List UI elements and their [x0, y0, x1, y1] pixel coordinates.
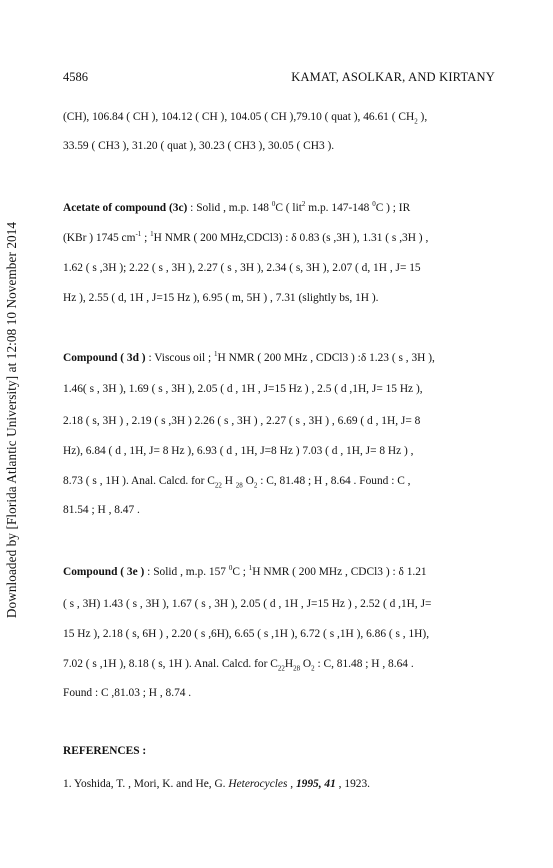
reference-1-year-volume: 1995, 41	[295, 778, 336, 790]
reference-1-journal: Heterocycles	[228, 778, 288, 790]
compound-3d-line-3: 2.18 ( s, 3H ) , 2.19 ( s ,3H ) 2.26 ( s , 3H ) , 2.27 ( s , 3H ) , 6.69 ( d , 1H, J= 8	[63, 415, 421, 427]
page-number: 4586	[63, 70, 88, 84]
compound-3e-title: Compound ( 3e )	[63, 566, 145, 578]
compound-3e-line-3: 15 Hz ), 2.18 ( s, 6H ) , 2.20 ( s ,6H), 6.65 ( s ,1H ), 6.72 ( s ,1H ), 6.86 ( s , 1H),	[63, 628, 430, 640]
references-heading: REFERENCES :	[63, 745, 147, 757]
acetate-line-2: (KBr ) 1745 $cm^{-1}$ ; $^1$H NMR ( 200 MHz,CDCl3) : δ 0.83 (s ,3H ), 1.31 ( s ,3H ) ,	[63, 230, 429, 244]
compound-3e-line-2: ( s , 3H) 1.43 ( s , 3H ), 1.67 ( s , 3H ), 2.05 ( d , 1H , J=15 Hz ) , 2.52 ( d ,1H, J=	[63, 598, 432, 610]
acetate-line-3: 1.62 ( s ,3H ); 2.22 ( s , 3H ), 2.27 ( s , 3H ), 2.34 ( s, 3H ), 2.07 ( d, 1H , J= 15	[63, 262, 421, 274]
compound-3d-line-6: 81.54 ; H , 8.47 .	[63, 504, 140, 516]
compound-3d-line-5: 8.73 ( s , 1H ). Anal. Calcd. for $C_{22}$ H $_{28}$ $O_2$ : C, 81.48 ; H , 8.64 . Found : C ,	[63, 475, 411, 490]
acetate-line-1: Acetate of compound (3c) : Solid , m.p. 148 $^0$C ( lit$^2$ m.p. 147-148 $^0$C ) ; IR	[63, 200, 411, 214]
running-title: KAMAT, ASOLKAR, AND KIRTANY	[291, 70, 495, 84]
compound-3e-line-5: Found : C ,81.03 ; H , 8.74 .	[63, 687, 192, 699]
intro-line-2: 33.59 ( CH3 ), 31.20 ( quat ), 30.23 ( CH3 ), 30.05 ( CH3 ).	[63, 140, 335, 152]
acetate-line-4: Hz ), 2.55 ( d, 1H , J=15 Hz ), 6.95 ( m, 5H ) , 7.31 (slightly bs, 1H ).	[63, 292, 379, 304]
reference-1: 1. Yoshida, T. , Mori, K. and He, G. Heterocycles , 1995, 41 , 1923.	[63, 778, 370, 790]
compound-3d-line-2: 1.46( s , 3H ), 1.69 ( s , 3H ), 2.05 ( d , 1H , J=15 Hz ) , 2.5 ( d ,1H, J= 15 Hz ),	[63, 383, 423, 395]
compound-3d-line-4: Hz), 6.84 ( d , 1H, J= 8 Hz ), 6.93 ( d , 1H, J=8 Hz ) 7.03 ( d , 1H, J= 8 Hz ) ,	[63, 445, 414, 457]
compound-3d-title: Compound ( 3d )	[63, 352, 146, 364]
acetate-title: Acetate of compound (3c)	[63, 202, 188, 214]
compound-3e-line-1: Compound ( 3e ) : Solid , m.p. 157 $^0$C ; $^1$H NMR ( 200 MHz , CDCl3 ) : δ 1.21	[63, 564, 427, 578]
compound-3e-line-4: 7.02 ( s ,1H ), 8.18 ( s, 1H ). Anal. Calcd. for $C_{22}H_{28}$ $O_2$ : C, 81.48 ; H , 8.64 .	[63, 658, 414, 673]
compound-3d-line-1: Compound ( 3d ) : Viscous oil ; $^1$H NMR ( 200 MHz , CDCl3 ) :δ 1.23 ( s , 3H ),	[63, 350, 435, 364]
download-watermark: Downloaded by [Florida Atlantic University] at 12:08 10 November 2014	[4, 221, 19, 619]
intro-line-1: (CH), 106.84 ( CH ), 104.12 ( CH ), 104.05 ( CH ),79.10 ( quat ), 46.61 ( $CH_2$ ),	[63, 111, 428, 126]
